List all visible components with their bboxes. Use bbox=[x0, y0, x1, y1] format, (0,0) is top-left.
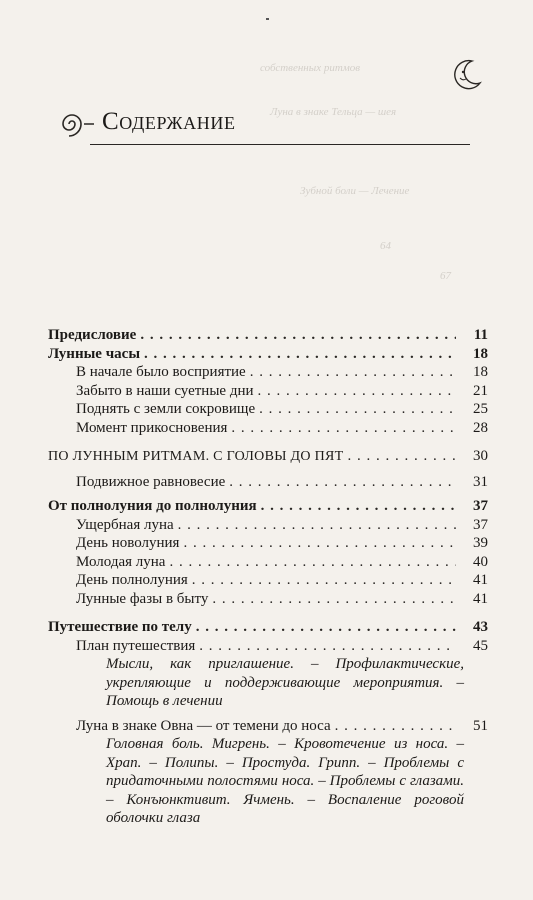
page-title: Содержание bbox=[102, 108, 236, 135]
dot-leader bbox=[231, 419, 456, 438]
dot-leader bbox=[348, 447, 457, 466]
toc-entry-title: День полнолуния bbox=[76, 572, 188, 588]
toc-entry-title: Молодая луна bbox=[76, 553, 166, 570]
toc-heading bbox=[50, 98, 480, 178]
dot-leader bbox=[140, 326, 456, 345]
dot-leader bbox=[259, 400, 456, 419]
toc-page-number: 25 bbox=[473, 401, 488, 417]
spacer bbox=[48, 608, 488, 618]
toc-entry-title: Поднять с земли сокровище bbox=[76, 401, 256, 417]
toc-entry[interactable] bbox=[48, 618, 488, 637]
toc-entry[interactable] bbox=[48, 553, 488, 572]
toc-entry-description: Мысли, как приглашение. – Профилактические, укрепляющие и поддерживающие мероприятия. – Помощь в лечении bbox=[106, 656, 464, 709]
toc-page-number: 41 bbox=[473, 590, 488, 607]
toc-entry-title: Лунные фазы в быту bbox=[76, 590, 209, 607]
toc-entry[interactable] bbox=[48, 419, 488, 438]
toc-entry-title: Момент прикосновения bbox=[76, 419, 228, 436]
swirl-ornament-icon bbox=[50, 104, 94, 144]
toc-page-number: 28 bbox=[473, 419, 488, 436]
toc-entry[interactable] bbox=[48, 400, 488, 419]
toc-entry[interactable] bbox=[48, 717, 488, 736]
toc-entry[interactable] bbox=[48, 363, 488, 382]
dot-leader bbox=[192, 571, 456, 590]
dot-leader bbox=[196, 618, 456, 637]
toc-entry-title: Путешествие по телу bbox=[48, 619, 192, 635]
toc-entry-title: Луна в знаке Овна — от темени до носа bbox=[76, 717, 331, 734]
toc-page-number: 11 bbox=[473, 327, 488, 343]
dot-leader bbox=[183, 534, 456, 553]
toc-entry-title: День новолуния bbox=[76, 535, 180, 551]
bleed-through-text: собственных ритмов bbox=[260, 62, 361, 74]
moon-face-icon bbox=[450, 58, 484, 92]
table-of-contents bbox=[48, 326, 488, 828]
toc-page-number: 37 bbox=[473, 498, 488, 514]
toc-page-number: 21 bbox=[473, 382, 488, 399]
toc-entry[interactable] bbox=[48, 571, 488, 590]
dot-leader bbox=[144, 345, 456, 364]
toc-entry[interactable] bbox=[48, 382, 488, 401]
toc-entry[interactable] bbox=[48, 590, 488, 609]
bleed-through-text: 67 bbox=[440, 270, 451, 282]
bleed-through-text: 64 bbox=[380, 240, 391, 252]
toc-entry-title: Лунные часы bbox=[48, 345, 141, 362]
toc-page-number: 41 bbox=[473, 572, 488, 588]
toc-page-number: 18 bbox=[473, 364, 488, 380]
dot-leader bbox=[199, 637, 456, 656]
bleed-through-text: Зубной боли — Лечение bbox=[300, 185, 410, 197]
dot-leader bbox=[229, 473, 456, 492]
toc-page-number: 31 bbox=[473, 473, 488, 490]
toc-entry-title: Подвижное равновесие bbox=[76, 473, 226, 490]
dot-leader bbox=[178, 516, 456, 535]
toc-entry[interactable] bbox=[48, 637, 488, 656]
toc-entry-title: От полнолуния до полнолуния bbox=[48, 498, 257, 514]
toc-page-number: 45 bbox=[473, 637, 488, 654]
toc-page-number: 51 bbox=[473, 717, 488, 734]
toc-entry[interactable] bbox=[48, 534, 488, 553]
dot-leader bbox=[212, 590, 456, 609]
toc-page-number: 37 bbox=[473, 516, 488, 533]
toc-page-number: 40 bbox=[473, 553, 488, 570]
print-mark bbox=[266, 18, 269, 20]
toc-entry[interactable] bbox=[48, 473, 488, 492]
toc-entry-title: План путешествия bbox=[76, 637, 196, 654]
dot-leader bbox=[250, 363, 456, 382]
toc-entry[interactable] bbox=[48, 447, 488, 467]
spacer bbox=[48, 437, 488, 447]
toc-page-number: 39 bbox=[473, 535, 488, 551]
bleed-through-text: Луна в знаке Тельца — шея bbox=[270, 106, 397, 118]
toc-page-number: 18 bbox=[473, 345, 488, 362]
toc-entry-title: Ущербная луна bbox=[76, 516, 174, 533]
dot-leader bbox=[261, 497, 456, 516]
toc-entry[interactable] bbox=[48, 326, 488, 345]
title-underline bbox=[90, 144, 470, 145]
toc-entry-description: Головная боль. Мигрень. – Кровотечение из носа. – Храп. – Полипы. – Простуда. Грипп. – Проблемы с придаточными полостями носа. – Проблемы с глазами. – Конъюнктивит. Ячмень. – Воспаление роговой оболочки глаза bbox=[106, 736, 464, 826]
dot-leader bbox=[335, 717, 456, 736]
toc-page-number: 43 bbox=[473, 619, 488, 635]
toc-entry-title: В начале было восприятие bbox=[76, 364, 246, 380]
toc-page-number: 30 bbox=[473, 448, 488, 464]
toc-entry-title: Предисловие bbox=[48, 327, 137, 343]
dot-leader bbox=[258, 382, 456, 401]
toc-entry[interactable] bbox=[48, 516, 488, 535]
toc-entry[interactable] bbox=[48, 497, 488, 516]
toc-entry-title: Забыто в наши суетные дни bbox=[76, 382, 254, 399]
dot-leader bbox=[169, 553, 456, 572]
toc-entry-title: ПО ЛУННЫМ РИТМАМ. С ГОЛОВЫ ДО ПЯТ bbox=[48, 449, 344, 464]
toc-entry[interactable] bbox=[48, 345, 488, 364]
